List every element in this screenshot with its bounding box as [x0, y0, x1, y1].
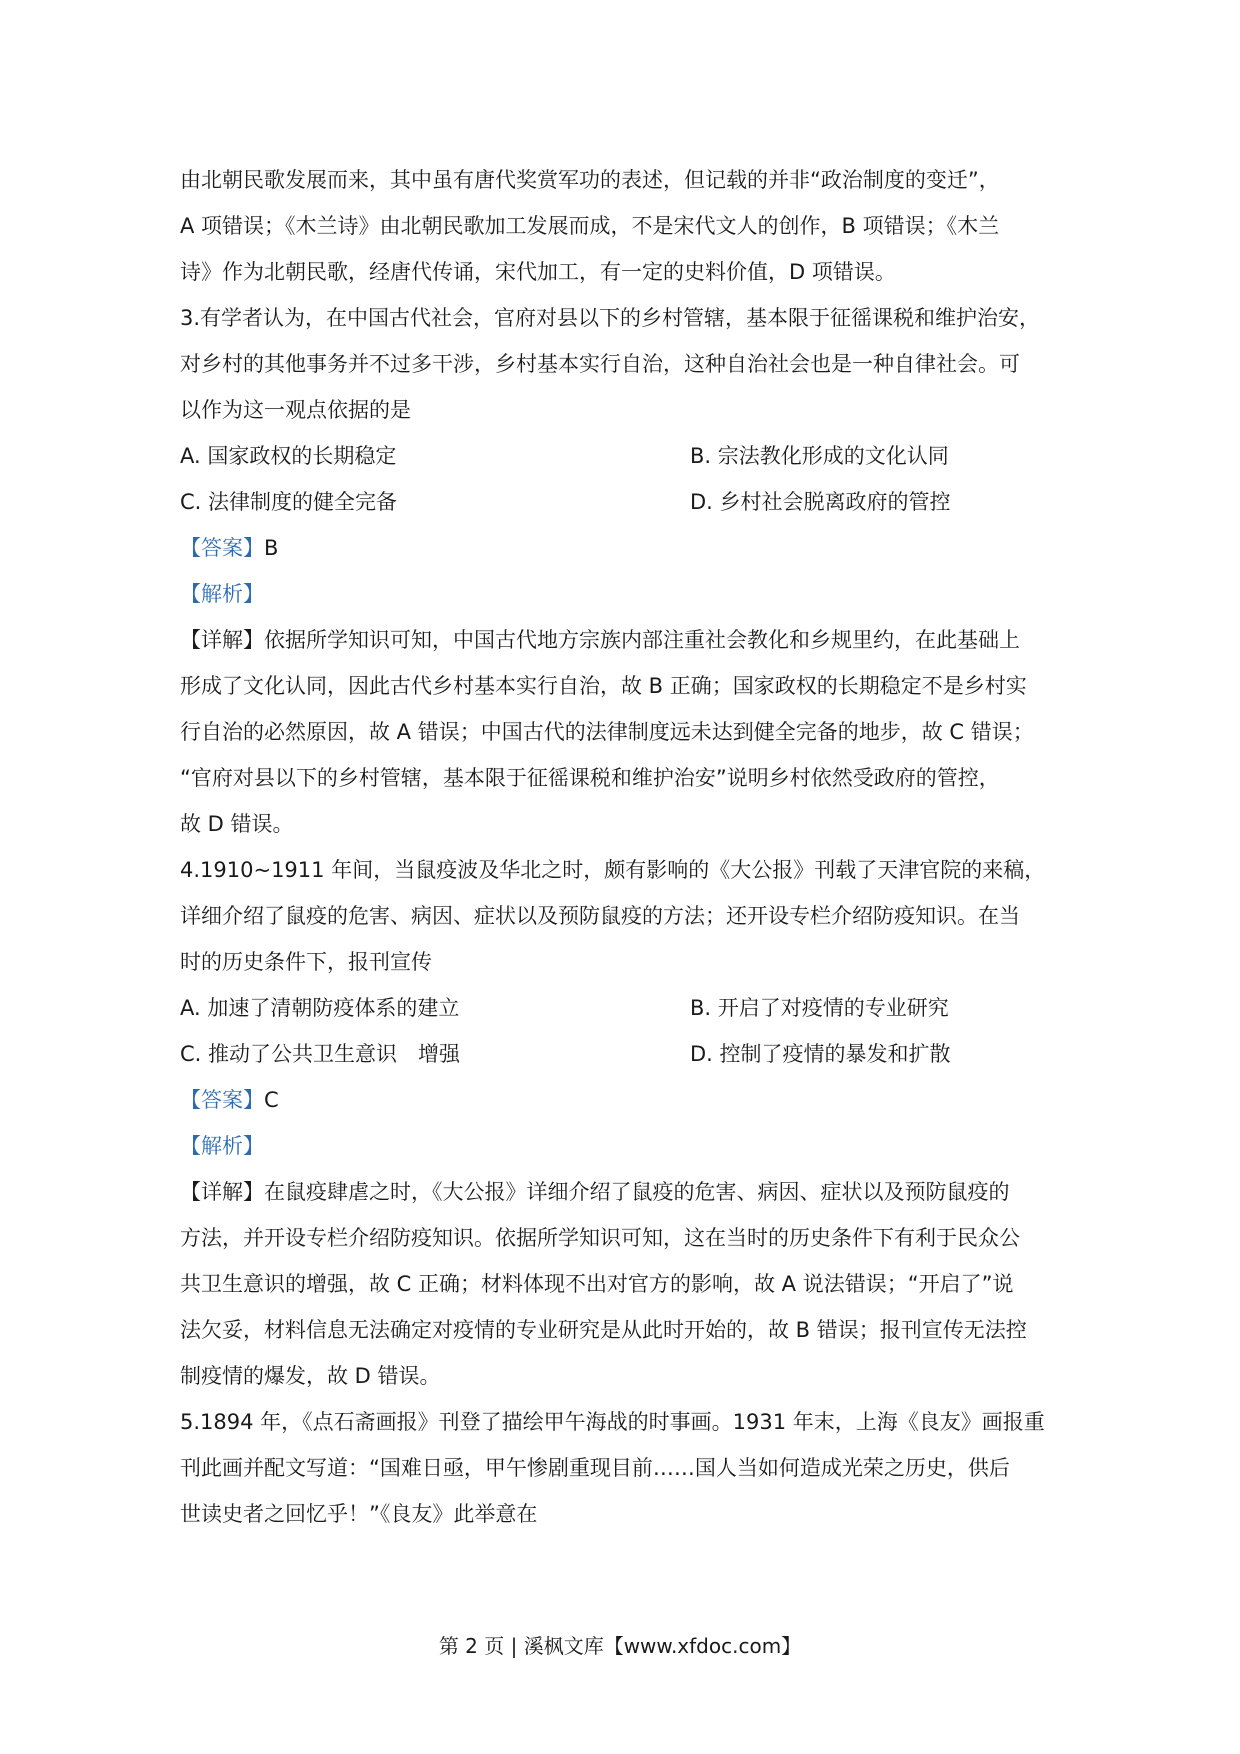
q3-stem-line: 以作为这一观点依据的是 — [180, 398, 411, 422]
answer-label: 【答案】 — [180, 1088, 264, 1112]
q4-detail-line: 法欠妥，材料信息无法确定对疫情的专业研究是从此时开始的，故 B 错误；报刊宣传无法控 — [180, 1318, 1027, 1342]
q4-stem-line: 4.1910~1911 年间，当鼠疫波及华北之时，颇有影响的《大公报》刊载了天津官院的来稿， — [180, 858, 1046, 882]
answer-value: C — [264, 1088, 279, 1112]
q3-detail-line: 行自治的必然原因，故 A 错误；中国古代的法律制度远未达到健全完备的地步，故 C 错误； — [180, 720, 1034, 744]
q4-option-c: C. 推动了公共卫生意识 增强 — [180, 1042, 461, 1066]
q3-analysis-label: 【解析】 — [180, 582, 264, 606]
page-footer: 第 2 页 | 溪枫文库【www.xfdoc.com】 — [438, 1634, 802, 1658]
detail-text: 在鼠疫肆虐之时，《大公报》详细介绍了鼠疫的危害、病因、症状以及预防鼠疫的 — [264, 1180, 1010, 1204]
q5-stem-line: 刊此画并配文写道：“国难日亟，甲午惨剧重现目前……国人当如何造成光荣之历史，供后 — [180, 1456, 1010, 1480]
text-line: 诗》作为北朝民歌，经唐代传诵，宋代加工，有一定的史料价值，D 项错误。 — [180, 260, 896, 284]
q4-stem-line: 时的历史条件下，报刊宣传 — [180, 950, 432, 974]
text-line: 由北朝民歌发展而来，其中虽有唐代奖赏军功的表述，但记载的并非“政治制度的变迁”， — [180, 168, 1000, 192]
q4-stem-line: 详细介绍了鼠疫的危害、病因、症状以及预防鼠疫的方法；还开设专栏介绍防疫知识。在当 — [180, 904, 1020, 928]
q4-analysis-label: 【解析】 — [180, 1134, 264, 1158]
detail-label: 【详解】 — [180, 628, 264, 652]
text-line: A 项错误；《木兰诗》由北朝民歌加工发展而成，不是宋代文人的创作，B 项错误；《木兰 — [180, 214, 1000, 238]
q4-detail-line: 方法，并开设专栏介绍防疫知识。依据所学知识可知，这在当时的历史条件下有利于民众公 — [180, 1226, 1020, 1250]
q4-option-b: B. 开启了对疫情的专业研究 — [690, 996, 949, 1020]
q3-detail-line: “官府对县以下的乡村管辖，基本限于征徭课税和维护治安”说明乡村依然受政府的管控， — [180, 766, 1000, 790]
q3-stem-line: 3.有学者认为，在中国古代社会，官府对县以下的乡村管辖，基本限于征徭课税和维护治安， — [180, 306, 1041, 330]
q3-option-c: C. 法律制度的健全完备 — [180, 490, 398, 514]
answer-value: B — [264, 536, 279, 560]
q3-stem-line: 对乡村的其他事务并不过多干涉，乡村基本实行自治，这种自治社会也是一种自律社会。可 — [180, 352, 1020, 376]
q4-detail-line: 共卫生意识的增强，故 C 正确；材料体现不出对官方的影响，故 A 说法错误；“开启了”说 — [180, 1272, 1014, 1296]
q5-stem-line: 5.1894 年，《点石斋画报》刊登了描绘甲午海战的时事画。1931 年末，上海《良友》画报重 — [180, 1410, 1045, 1434]
detail-text: 依据所学知识可知，中国古代地方宗族内部注重社会教化和乡规里约，在此基础上 — [264, 628, 1020, 652]
q4-detail-line: 制疫情的爆发，故 D 错误。 — [180, 1364, 441, 1388]
q3-detail-line: 故 D 错误。 — [180, 812, 294, 836]
q4-answer — [180, 1090, 279, 1111]
q4-option-d: D. 控制了疫情的暴发和扩散 — [690, 1042, 951, 1066]
q4-option-a: A. 加速了清朝防疫体系的建立 — [180, 996, 460, 1020]
q3-detail-line — [180, 630, 1020, 651]
q5-stem-line: 世读史者之回忆乎！”《良友》此举意在 — [180, 1502, 538, 1526]
q3-detail-line: 形成了文化认同，因此古代乡村基本实行自治，故 B 正确；国家政权的长期稳定不是乡村实 — [180, 674, 1027, 698]
q4-detail-line — [180, 1182, 1010, 1203]
q3-option-b: B. 宗法教化形成的文化认同 — [690, 444, 949, 468]
q3-option-a: A. 国家政权的长期稳定 — [180, 444, 397, 468]
answer-label: 【答案】 — [180, 536, 264, 560]
q3-option-d: D. 乡村社会脱离政府的管控 — [690, 490, 951, 514]
q3-answer — [180, 538, 278, 559]
detail-label: 【详解】 — [180, 1180, 264, 1204]
